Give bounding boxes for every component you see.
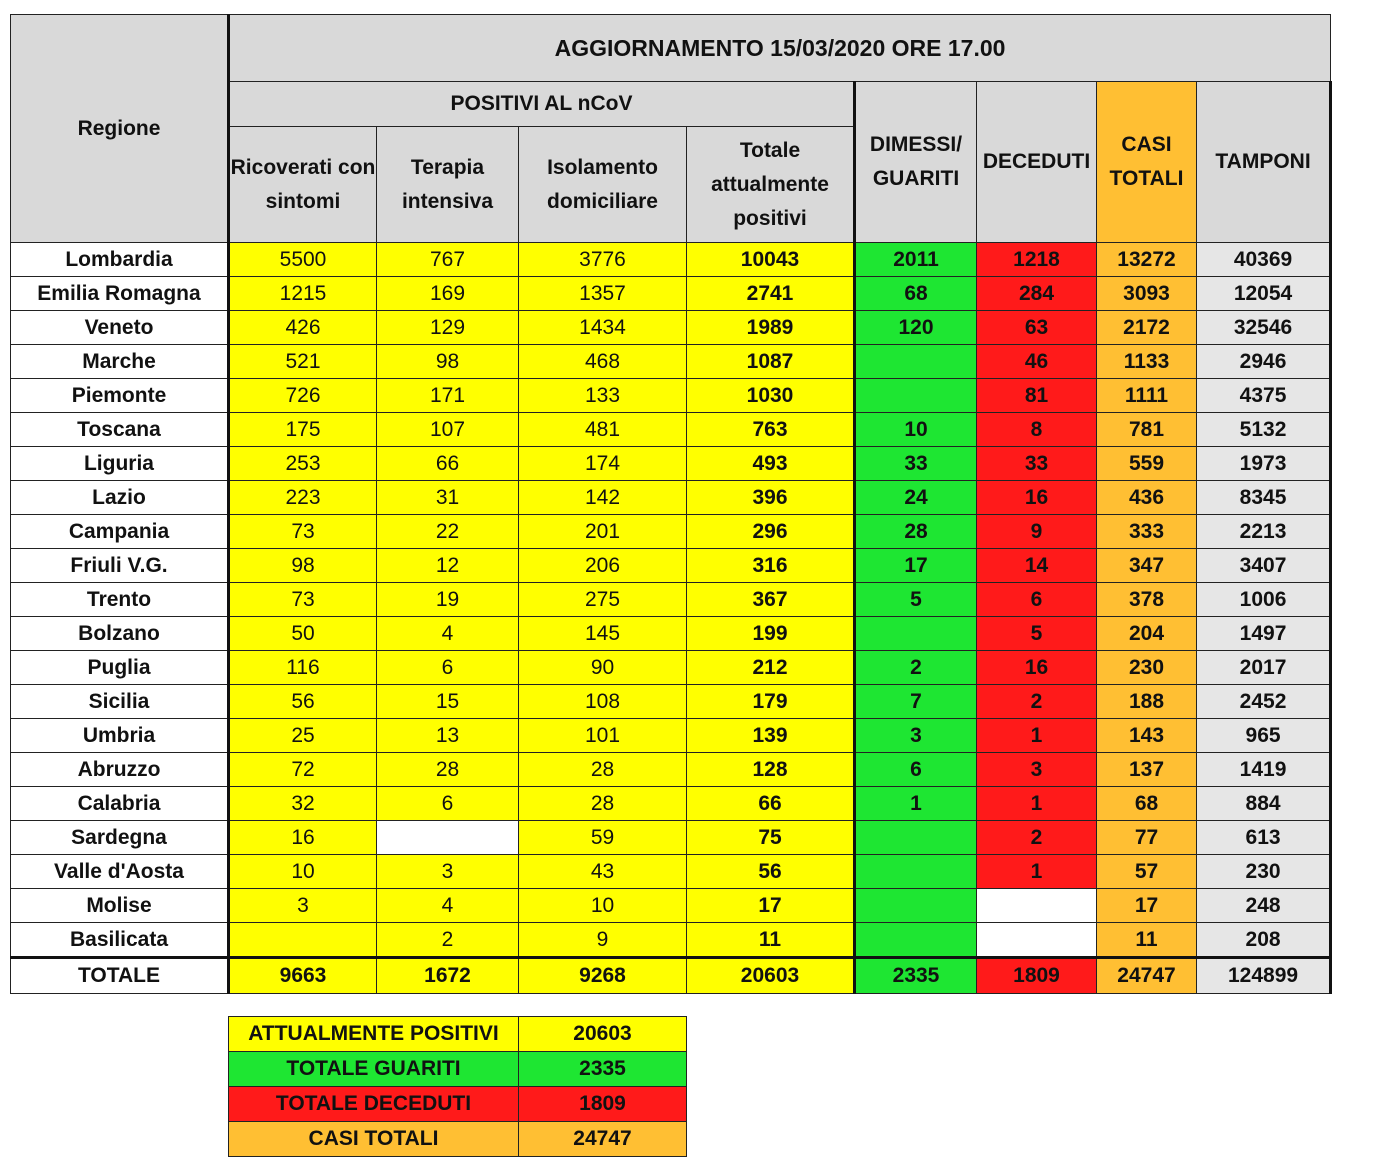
summary-row	[229, 1017, 687, 1052]
deceduti-cell: 14	[977, 549, 1097, 583]
table-row	[11, 311, 1331, 345]
casi-totali-cell: 781	[1097, 413, 1197, 447]
deceduti-cell: 81	[977, 379, 1097, 413]
isolamento-cell: 28	[519, 787, 687, 821]
ricoverati-cell	[229, 923, 377, 958]
deceduti-cell: 2	[977, 685, 1097, 719]
totale-positivi-cell: 199	[687, 617, 855, 651]
ricoverati-cell: 9663	[229, 958, 377, 994]
region-name: Calabria	[11, 787, 229, 821]
header-casi-totali: CASI TOTALI	[1097, 82, 1197, 243]
isolamento-cell: 3776	[519, 243, 687, 277]
dimessi-cell: 28	[855, 515, 977, 549]
deceduti-cell: 16	[977, 651, 1097, 685]
tamponi-cell: 3407	[1197, 549, 1331, 583]
tamponi-cell: 230	[1197, 855, 1331, 889]
ricoverati-cell: 50	[229, 617, 377, 651]
terapia-cell: 31	[377, 481, 519, 515]
ricoverati-cell: 73	[229, 583, 377, 617]
isolamento-cell: 59	[519, 821, 687, 855]
deceduti-cell: 8	[977, 413, 1097, 447]
ricoverati-cell: 25	[229, 719, 377, 753]
totale-positivi-cell: 17	[687, 889, 855, 923]
tamponi-cell: 965	[1197, 719, 1331, 753]
terapia-cell: 22	[377, 515, 519, 549]
header-tamponi: TAMPONI	[1197, 82, 1331, 243]
dimessi-cell: 6	[855, 753, 977, 787]
dimessi-cell: 17	[855, 549, 977, 583]
summary-table	[228, 1016, 687, 1157]
table-row	[11, 651, 1331, 685]
terapia-cell: 28	[377, 753, 519, 787]
terapia-cell: 4	[377, 889, 519, 923]
casi-totali-cell: 1133	[1097, 345, 1197, 379]
isolamento-cell: 101	[519, 719, 687, 753]
isolamento-cell: 1434	[519, 311, 687, 345]
region-name: Friuli V.G.	[11, 549, 229, 583]
casi-totali-cell: 347	[1097, 549, 1197, 583]
ricoverati-cell: 10	[229, 855, 377, 889]
totale-positivi-cell: 367	[687, 583, 855, 617]
summary-row	[229, 1052, 687, 1087]
deceduti-cell: 284	[977, 277, 1097, 311]
totale-positivi-cell: 1030	[687, 379, 855, 413]
totale-positivi-cell: 1989	[687, 311, 855, 345]
header-dimessi: DIMESSI/ GUARITI	[855, 82, 977, 243]
terapia-cell: 107	[377, 413, 519, 447]
region-name: Umbria	[11, 719, 229, 753]
deceduti-cell: 16	[977, 481, 1097, 515]
ricoverati-cell: 521	[229, 345, 377, 379]
region-name: Sicilia	[11, 685, 229, 719]
terapia-cell	[377, 821, 519, 855]
table-row	[11, 447, 1331, 481]
isolamento-cell: 142	[519, 481, 687, 515]
terapia-cell: 66	[377, 447, 519, 481]
casi-totali-cell: 3093	[1097, 277, 1197, 311]
region-name: Basilicata	[11, 923, 229, 958]
dimessi-cell: 24	[855, 481, 977, 515]
region-name: Campania	[11, 515, 229, 549]
header-totale-positivi: Totale attualmente positivi	[687, 127, 855, 243]
summary-value: 20603	[519, 1017, 687, 1052]
isolamento-cell: 1357	[519, 277, 687, 311]
terapia-cell: 2	[377, 923, 519, 958]
casi-totali-cell: 17	[1097, 889, 1197, 923]
casi-totali-cell: 137	[1097, 753, 1197, 787]
region-name: Toscana	[11, 413, 229, 447]
deceduti-cell	[977, 923, 1097, 958]
header-isolamento: Isolamento domiciliare	[519, 127, 687, 243]
totale-positivi-cell: 75	[687, 821, 855, 855]
isolamento-cell: 133	[519, 379, 687, 413]
terapia-cell: 4	[377, 617, 519, 651]
table-row	[11, 345, 1331, 379]
tamponi-cell: 5132	[1197, 413, 1331, 447]
isolamento-cell: 468	[519, 345, 687, 379]
deceduti-cell: 9	[977, 515, 1097, 549]
table-row	[11, 685, 1331, 719]
summary-label: TOTALE DECEDUTI	[229, 1087, 519, 1122]
ricoverati-cell: 1215	[229, 277, 377, 311]
summary-row	[229, 1122, 687, 1157]
ricoverati-cell: 98	[229, 549, 377, 583]
isolamento-cell: 206	[519, 549, 687, 583]
tamponi-cell: 124899	[1197, 958, 1331, 994]
totale-positivi-cell: 493	[687, 447, 855, 481]
terapia-cell: 12	[377, 549, 519, 583]
totale-positivi-cell: 11	[687, 923, 855, 958]
tamponi-cell: 884	[1197, 787, 1331, 821]
casi-totali-cell: 77	[1097, 821, 1197, 855]
tamponi-cell: 248	[1197, 889, 1331, 923]
casi-totali-cell: 143	[1097, 719, 1197, 753]
region-name: Molise	[11, 889, 229, 923]
region-name: Marche	[11, 345, 229, 379]
table-row	[11, 753, 1331, 787]
table-row	[11, 923, 1331, 958]
ricoverati-cell: 56	[229, 685, 377, 719]
dimessi-cell: 5	[855, 583, 977, 617]
ricoverati-cell: 32	[229, 787, 377, 821]
isolamento-cell: 43	[519, 855, 687, 889]
terapia-cell: 129	[377, 311, 519, 345]
terapia-cell: 169	[377, 277, 519, 311]
totale-positivi-cell: 396	[687, 481, 855, 515]
covid-regional-table	[10, 14, 1332, 994]
summary-value: 1809	[519, 1087, 687, 1122]
region-name: Lazio	[11, 481, 229, 515]
tamponi-cell: 1419	[1197, 753, 1331, 787]
ricoverati-cell: 726	[229, 379, 377, 413]
summary-label: CASI TOTALI	[229, 1122, 519, 1157]
casi-totali-cell: 333	[1097, 515, 1197, 549]
dimessi-cell	[855, 889, 977, 923]
deceduti-cell: 63	[977, 311, 1097, 345]
terapia-cell: 98	[377, 345, 519, 379]
dimessi-cell	[855, 345, 977, 379]
tamponi-cell: 1973	[1197, 447, 1331, 481]
deceduti-cell: 46	[977, 345, 1097, 379]
ricoverati-cell: 426	[229, 311, 377, 345]
terapia-cell: 13	[377, 719, 519, 753]
ricoverati-cell: 116	[229, 651, 377, 685]
casi-totali-cell: 230	[1097, 651, 1197, 685]
header-positivi-group: POSITIVI AL nCoV	[229, 82, 855, 127]
tamponi-cell: 2452	[1197, 685, 1331, 719]
deceduti-cell: 2	[977, 821, 1097, 855]
dimessi-cell: 2335	[855, 958, 977, 994]
totale-positivi-cell: 139	[687, 719, 855, 753]
table-row	[11, 515, 1331, 549]
tamponi-cell: 1497	[1197, 617, 1331, 651]
ricoverati-cell: 72	[229, 753, 377, 787]
deceduti-cell: 1	[977, 787, 1097, 821]
table-row	[11, 277, 1331, 311]
table-title: AGGIORNAMENTO 15/03/2020 ORE 17.00	[229, 15, 1331, 82]
table-row	[11, 719, 1331, 753]
region-name: Bolzano	[11, 617, 229, 651]
table-row	[11, 243, 1331, 277]
tamponi-cell: 1006	[1197, 583, 1331, 617]
dimessi-cell	[855, 855, 977, 889]
casi-totali-cell: 24747	[1097, 958, 1197, 994]
table-row	[11, 821, 1331, 855]
terapia-cell: 6	[377, 651, 519, 685]
tamponi-cell: 208	[1197, 923, 1331, 958]
dimessi-cell: 120	[855, 311, 977, 345]
totale-positivi-cell: 10043	[687, 243, 855, 277]
casi-totali-cell: 13272	[1097, 243, 1197, 277]
dimessi-cell: 2	[855, 651, 977, 685]
deceduti-cell: 5	[977, 617, 1097, 651]
terapia-cell: 3	[377, 855, 519, 889]
casi-totali-cell: 68	[1097, 787, 1197, 821]
table-row	[11, 481, 1331, 515]
tamponi-cell: 4375	[1197, 379, 1331, 413]
deceduti-cell: 6	[977, 583, 1097, 617]
table-row	[11, 617, 1331, 651]
summary-label: ATTUALMENTE POSITIVI	[229, 1017, 519, 1052]
table-row	[11, 413, 1331, 447]
ricoverati-cell: 73	[229, 515, 377, 549]
region-name: Lombardia	[11, 243, 229, 277]
ricoverati-cell: 223	[229, 481, 377, 515]
table-row	[11, 889, 1331, 923]
isolamento-cell: 108	[519, 685, 687, 719]
total-row	[11, 958, 1331, 994]
region-name: Veneto	[11, 311, 229, 345]
summary-value: 2335	[519, 1052, 687, 1087]
table-row	[11, 583, 1331, 617]
dimessi-cell	[855, 821, 977, 855]
tamponi-cell: 12054	[1197, 277, 1331, 311]
tamponi-cell: 2017	[1197, 651, 1331, 685]
header-ricoverati: Ricoverati con sintomi	[229, 127, 377, 243]
isolamento-cell: 201	[519, 515, 687, 549]
region-name: Liguria	[11, 447, 229, 481]
terapia-cell: 171	[377, 379, 519, 413]
totale-positivi-cell: 66	[687, 787, 855, 821]
tamponi-cell: 32546	[1197, 311, 1331, 345]
region-name: Abruzzo	[11, 753, 229, 787]
isolamento-cell: 174	[519, 447, 687, 481]
table-row	[11, 855, 1331, 889]
isolamento-cell: 275	[519, 583, 687, 617]
ricoverati-cell: 5500	[229, 243, 377, 277]
isolamento-cell: 9	[519, 923, 687, 958]
deceduti-cell: 1	[977, 719, 1097, 753]
deceduti-cell	[977, 889, 1097, 923]
tamponi-cell: 40369	[1197, 243, 1331, 277]
casi-totali-cell: 559	[1097, 447, 1197, 481]
casi-totali-cell: 1111	[1097, 379, 1197, 413]
table-row	[11, 549, 1331, 583]
deceduti-cell: 1809	[977, 958, 1097, 994]
dimessi-cell: 3	[855, 719, 977, 753]
casi-totali-cell: 11	[1097, 923, 1197, 958]
terapia-cell: 19	[377, 583, 519, 617]
dimessi-cell	[855, 923, 977, 958]
totale-positivi-cell: 212	[687, 651, 855, 685]
dimessi-cell: 33	[855, 447, 977, 481]
casi-totali-cell: 188	[1097, 685, 1197, 719]
isolamento-cell: 28	[519, 753, 687, 787]
dimessi-cell: 10	[855, 413, 977, 447]
terapia-cell: 15	[377, 685, 519, 719]
isolamento-cell: 10	[519, 889, 687, 923]
isolamento-cell: 90	[519, 651, 687, 685]
table-row	[11, 787, 1331, 821]
totale-positivi-cell: 1087	[687, 345, 855, 379]
casi-totali-cell: 204	[1097, 617, 1197, 651]
summary-value: 24747	[519, 1122, 687, 1157]
tamponi-cell: 2213	[1197, 515, 1331, 549]
header-deceduti: DECEDUTI	[977, 82, 1097, 243]
summary-label: TOTALE GUARITI	[229, 1052, 519, 1087]
region-name: Piemonte	[11, 379, 229, 413]
region-name: Emilia Romagna	[11, 277, 229, 311]
dimessi-cell: 7	[855, 685, 977, 719]
deceduti-cell: 33	[977, 447, 1097, 481]
casi-totali-cell: 2172	[1097, 311, 1197, 345]
deceduti-cell: 3	[977, 753, 1097, 787]
ricoverati-cell: 175	[229, 413, 377, 447]
totale-positivi-cell: 763	[687, 413, 855, 447]
table-row	[11, 379, 1331, 413]
totale-positivi-cell: 2741	[687, 277, 855, 311]
dimessi-cell	[855, 617, 977, 651]
ricoverati-cell: 3	[229, 889, 377, 923]
region-name: Valle d'Aosta	[11, 855, 229, 889]
totale-positivi-cell: 128	[687, 753, 855, 787]
header-terapia: Terapia intensiva	[377, 127, 519, 243]
terapia-cell: 767	[377, 243, 519, 277]
casi-totali-cell: 378	[1097, 583, 1197, 617]
ricoverati-cell: 253	[229, 447, 377, 481]
totale-positivi-cell: 56	[687, 855, 855, 889]
dimessi-cell	[855, 379, 977, 413]
isolamento-cell: 145	[519, 617, 687, 651]
deceduti-cell: 1	[977, 855, 1097, 889]
totale-positivi-cell: 179	[687, 685, 855, 719]
header-regione: Regione	[11, 15, 229, 243]
region-name: TOTALE	[11, 958, 229, 994]
region-name: Sardegna	[11, 821, 229, 855]
dimessi-cell: 1	[855, 787, 977, 821]
region-name: Trento	[11, 583, 229, 617]
totale-positivi-cell: 316	[687, 549, 855, 583]
region-name: Puglia	[11, 651, 229, 685]
isolamento-cell: 481	[519, 413, 687, 447]
totale-positivi-cell: 296	[687, 515, 855, 549]
ricoverati-cell: 16	[229, 821, 377, 855]
tamponi-cell: 2946	[1197, 345, 1331, 379]
totale-positivi-cell: 20603	[687, 958, 855, 994]
terapia-cell: 6	[377, 787, 519, 821]
isolamento-cell: 9268	[519, 958, 687, 994]
terapia-cell: 1672	[377, 958, 519, 994]
tamponi-cell: 8345	[1197, 481, 1331, 515]
dimessi-cell: 2011	[855, 243, 977, 277]
casi-totali-cell: 436	[1097, 481, 1197, 515]
dimessi-cell: 68	[855, 277, 977, 311]
deceduti-cell: 1218	[977, 243, 1097, 277]
casi-totali-cell: 57	[1097, 855, 1197, 889]
tamponi-cell: 613	[1197, 821, 1331, 855]
summary-row	[229, 1087, 687, 1122]
